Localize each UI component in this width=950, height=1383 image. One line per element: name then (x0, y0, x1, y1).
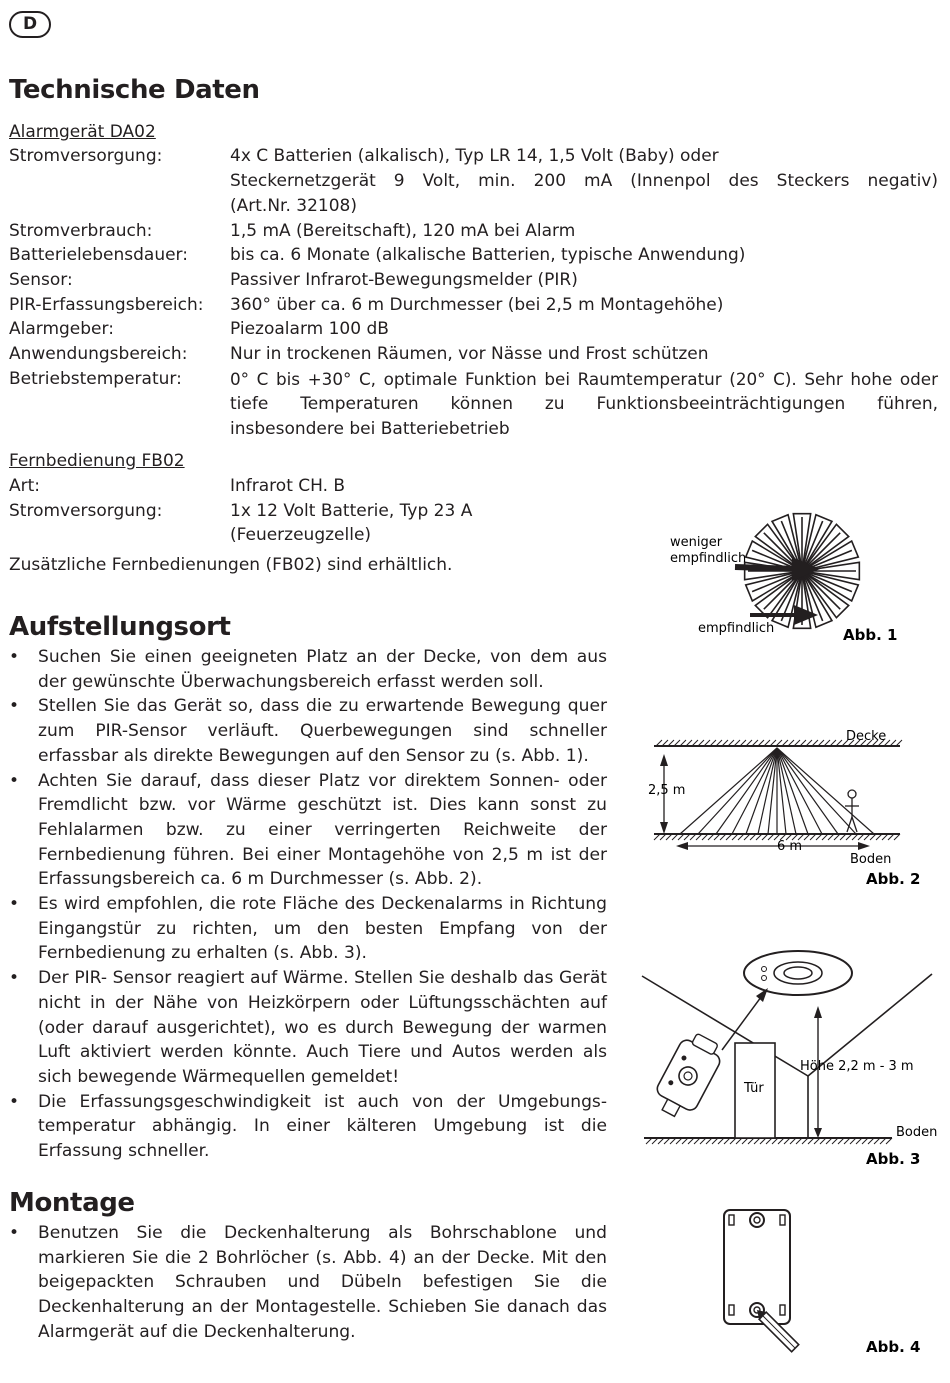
spec-value: Passiver Infrarot-Bewegungsmelder (PIR) (230, 270, 578, 290)
fig2-ceiling-label: Decke (846, 729, 887, 744)
spec-value: (Feuerzeugzelle) (230, 525, 372, 545)
alarm-device-heading: Alarmgerät DA02 (9, 122, 156, 142)
spec-value: Steckernetzgerät 9 Volt, min. 200 mA (Innenpol des Steckers negativ) (230, 171, 938, 191)
spec-value: 1x 12 Volt Batterie, Typ 23 A (230, 501, 473, 521)
spec-value: 4x C Batterien (alkalisch), Typ LR 14, 1,5 Volt (Baby) oder (230, 146, 719, 166)
detection-ray (777, 748, 874, 834)
fig3-height-label: Höhe 2,2 m - 3 m (800, 1059, 914, 1074)
spec-label: Alarmgeber: (9, 319, 114, 339)
arrow-head (676, 842, 688, 850)
spec-value: 1,5 mA (Bereitschaft), 120 mA bei Alarm (230, 221, 576, 241)
fig1-caption: Abb. 1 (843, 626, 898, 644)
spec-label: Art: (9, 476, 41, 496)
spec-value: Nur in trockenen Räumen, vor Nässe und Frost schützen (230, 344, 709, 364)
fig2-height-label: 2,5 m (648, 783, 686, 798)
spec-value: Infrarot CH. B (230, 476, 346, 496)
language-badge: D (9, 11, 51, 38)
fig1-label-less-2: empfindlich (670, 551, 747, 566)
signal-arrow (722, 993, 764, 1050)
list-item: • Es wird empfohlen, die rote Fläche des Deckenalarms in Richtung Eingangstür zu richten, um den besten Empfang von der Fernbedienung zu erhalten (s. Abb. 3). (9, 892, 607, 966)
fig2-floor-label: Boden (850, 852, 892, 867)
spec-value: (Art.Nr. 32108) (230, 196, 357, 216)
ceiling-alarm-icon (744, 951, 852, 995)
list-item: • Achten Sie darauf, dass dieser Platz vor direktem Sonnen- oder Fremdlicht bzw. vor Wärme geschützt ist. Dies kann sonst zu Fehlalarmen bzw. zu einer verringerten Reichweite der Fernbedienung führen. Bei einer Montagehöhe von 2,5 m ist der Erfassungsbereich ca. 6 m Durchmesser (s. Abb. 2). (9, 769, 607, 893)
spec-value: 360° über ca. 6 m Durchmesser (bei 2,5 m Montagehöhe) (230, 295, 724, 315)
detection-ray (732, 748, 777, 834)
spec-value: Piezoalarm 100 dB (230, 319, 389, 339)
mounting-title: Montage (9, 1188, 135, 1218)
spec-value: bis ca. 6 Monate (alkalische Batterien, typische Anwendung) (230, 245, 746, 265)
spec-value: 0° C bis +30° C, optimale Funktion bei Raumtemperatur (20° C). Sehr hohe oder (230, 369, 938, 389)
person-icon (845, 790, 859, 832)
slot (780, 1215, 785, 1225)
arrow-less-sensitive (735, 567, 800, 569)
slot (729, 1215, 734, 1225)
mounting-list (9, 1221, 607, 1345)
slot (729, 1305, 734, 1315)
list-item: • Benutzen Sie die Deckenhalterung als Bohrschablone und markieren Sie die 2 Bohrlöcher (s. Abb. 4) an der Decke. Mit den beigepackten Schrauben und Dübeln befestigen Sie die Deckenhalterung an der Montagestelle. Schieben Sie danach das Alarmgerät auf die Deckenhalterung. (9, 1221, 607, 1345)
spec-label: Stromversorgung: (9, 146, 163, 166)
detection-ray (680, 748, 777, 834)
fig2-width-label: 6 m (777, 839, 803, 854)
arrow-head (660, 822, 668, 834)
remote-heading: Fernbedienung FB02 (9, 451, 185, 471)
figure-3-room-view (640, 948, 945, 1173)
fig3-caption: Abb. 3 (866, 1150, 921, 1168)
placement-list (9, 645, 607, 1164)
spec-label: PIR-Erfassungsbereich: (9, 295, 204, 315)
figure-2-side-view (640, 722, 940, 897)
remote-note: Zusätzliche Fernbedienungen (FB02) sind erhältlich. (9, 555, 453, 575)
placement-title: Aufstellungsort (9, 612, 231, 642)
arrow-head (814, 1006, 822, 1018)
tech-data-title: Technische Daten (9, 75, 260, 105)
list-item: • Die Erfassungsgeschwindigkeit ist auch von der Umgebungstemperatur abhängig. In einer kälteren Umgebung ist die Erfassung schneller. (9, 1090, 607, 1164)
spec-label: Sensor: (9, 270, 73, 290)
fig1-label-less-1: weniger (670, 535, 723, 550)
spec-label: Batterielebensdauer: (9, 245, 188, 265)
arrow-head (814, 1128, 822, 1138)
arrow-head (858, 842, 870, 850)
fig3-door-label: Tür (744, 1081, 764, 1096)
fig3-floor-label: Boden (896, 1125, 938, 1140)
fig2-caption: Abb. 2 (866, 870, 921, 888)
remote-control-icon (649, 1029, 727, 1124)
spec-label: Betriebstemperatur: (9, 369, 182, 389)
fig1-label-more: empfindlich (698, 621, 775, 636)
detection-ray (698, 748, 777, 834)
spec-label: Stromverbrauch: (9, 221, 153, 241)
arrow-head (660, 754, 668, 766)
detection-ray (777, 748, 822, 834)
figure-1-detection-zones (660, 505, 940, 650)
list-item: • Stellen Sie das Gerät so, dass die zu erwartende Bewegung quer zum PIR-Sensor verläuft. Querbewegungen sind schneller erfassbar als direkte Bewegungen auf den Sensor zu (s. Abb. 1). (9, 694, 607, 768)
spec-label: Anwendungsbereich: (9, 344, 188, 364)
spec-value: insbesondere bei Batteriebetrieb (230, 419, 510, 439)
list-item: • Der PIR- Sensor reagiert auf Wärme. Stellen Sie deshalb das Gerät nicht in der Nähe von Heizkörpern oder Lüftungsschächten auf (oder darauf ausgerichtet), wo es durch Bewegung der warmen Luft aktiviert werden könnte. Auch Tiere und Autos werden als sich bewegende Wärmequellen gemeldet! (9, 966, 607, 1090)
figure-4-bracket (700, 1200, 940, 1360)
list-item: • Suchen Sie einen geeigneten Platz an der Decke, von dem aus der gewünschte Überwachungsbereich erfasst werden soll. (9, 645, 607, 694)
spec-label: Stromversorgung: (9, 501, 163, 521)
spec-value: tiefe Temperaturen können zu Funktionsbeeinträchtigungen führen, (230, 394, 938, 414)
slot (780, 1305, 785, 1315)
fig4-caption: Abb. 4 (866, 1338, 921, 1356)
drill-hole-inner (754, 1217, 760, 1223)
detection-ray (777, 748, 856, 834)
